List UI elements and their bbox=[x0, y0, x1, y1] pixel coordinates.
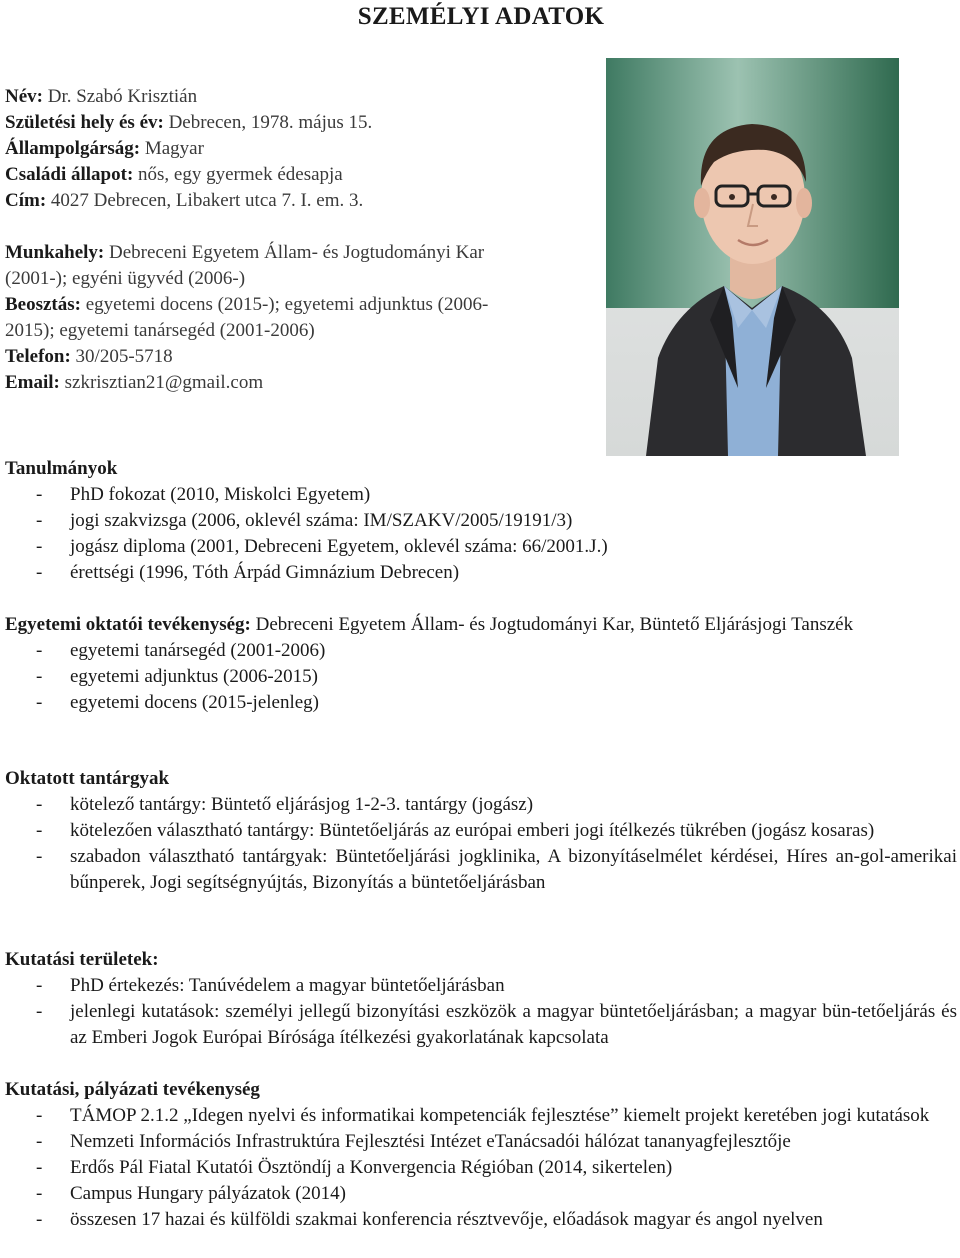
list-item bbox=[5, 560, 957, 586]
list-item-text: jogi szakvizsga (2006, oklevél száma: IM/SZAKV/2005/19191/3) bbox=[70, 510, 573, 531]
workplace-value: Debreceni Egyetem Állam- és Jogtudományi Kar bbox=[109, 242, 485, 263]
list-item-text: jelenlegi kutatások: személyi jellegű bizonyítási eszközök a magyar büntetőeljárásban; a magyar bün-tetőeljárás és az Emberi Jogok Európai Bírósága ítélkezési gyakorlatának kapcsolata bbox=[70, 1001, 957, 1048]
list-item-text: szabadon választható tantárgyak: Büntetőeljárási jogklinika, A bizonyításelmélet kérdései, Híres an-gol-amerikai bűnperek, Jogi segítségnyújtás, Bizonyítás a büntetőeljárásban bbox=[70, 846, 957, 893]
citizenship-value: Magyar bbox=[144, 138, 204, 159]
list-item bbox=[5, 1129, 957, 1155]
workplace-label: Munkahely: bbox=[5, 242, 105, 263]
list-item-text: kötelező tantárgy: Büntető eljárásjog 1-2-3. tantárgy (jogász) bbox=[70, 794, 534, 815]
phone-value: 30/205-5718 bbox=[75, 346, 173, 367]
work-data bbox=[5, 240, 595, 396]
studies-title: Tanulmányok bbox=[5, 458, 118, 479]
list-item bbox=[5, 973, 957, 999]
email-row bbox=[5, 370, 595, 396]
position-label: Beosztás: bbox=[5, 294, 81, 315]
personal-data bbox=[5, 84, 595, 214]
list-item-text: PhD fokozat (2010, Miskolci Egyetem) bbox=[70, 484, 371, 505]
teaching-intro bbox=[5, 612, 957, 638]
birth-label: Születési hely és év: bbox=[5, 112, 164, 133]
list-item bbox=[5, 664, 957, 690]
list-dash: - bbox=[36, 975, 43, 996]
page-title: SZEMÉLYI ADATOK bbox=[357, 3, 605, 30]
phone-label: Telefon: bbox=[5, 346, 71, 367]
name-value: Dr. Szabó Krisztián bbox=[47, 86, 198, 107]
research-areas-list bbox=[5, 973, 957, 1051]
list-item-text: egyetemi tanársegéd (2001-2006) bbox=[70, 640, 326, 661]
address-value: 4027 Debrecen, Libakert utca 7. I. em. 3. bbox=[50, 190, 364, 211]
studies-section bbox=[5, 456, 957, 586]
list-item bbox=[5, 792, 957, 818]
list-item bbox=[5, 690, 957, 716]
list-item bbox=[5, 638, 957, 664]
research-activity-section bbox=[5, 1077, 957, 1233]
address-label: Cím: bbox=[5, 190, 47, 211]
list-dash: - bbox=[36, 1157, 43, 1178]
position-row bbox=[5, 292, 595, 318]
position-value: egyetemi docens (2015-); egyetemi adjunktus (2006- bbox=[85, 294, 489, 315]
list-item-text: egyetemi docens (2015-jelenleg) bbox=[70, 692, 320, 713]
list-dash: - bbox=[36, 510, 43, 531]
birth-row bbox=[5, 110, 595, 136]
list-dash: - bbox=[36, 820, 43, 841]
list-item-text: Erdős Pál Fiatal Kutatói Ösztöndíj a Konvergencia Régióban (2014, sikertelen) bbox=[70, 1157, 673, 1178]
list-item bbox=[5, 999, 957, 1051]
list-item bbox=[5, 508, 957, 534]
position-continued: 2015); egyetemi tanársegéd (2001-2006) bbox=[5, 320, 315, 341]
list-dash: - bbox=[36, 794, 43, 815]
research-activity-title: Kutatási, pályázati tevékenység bbox=[5, 1079, 260, 1100]
list-item-text: kötelezően választható tantárgy: Büntetőeljárás az európai emberi jogi ítélkezés tükrében (jogász kosaras) bbox=[70, 820, 875, 841]
list-dash: - bbox=[36, 846, 43, 867]
marital-value: nős, egy gyermek édesapja bbox=[138, 164, 343, 185]
subjects-list bbox=[5, 792, 957, 896]
name-label: Név: bbox=[5, 86, 43, 107]
list-dash: - bbox=[36, 692, 43, 713]
list-item-text: jogász diploma (2001, Debreceni Egyetem, oklevél száma: 66/2001.J.) bbox=[70, 536, 608, 557]
address-row bbox=[5, 188, 595, 214]
list-item bbox=[5, 1207, 957, 1233]
research-areas-title: Kutatási területek: bbox=[5, 949, 159, 970]
subjects-title: Oktatott tantárgyak bbox=[5, 768, 170, 789]
marital-row bbox=[5, 162, 595, 188]
list-item bbox=[5, 1181, 957, 1207]
marital-label: Családi állapot: bbox=[5, 164, 134, 185]
list-dash: - bbox=[36, 1183, 43, 1204]
teaching-section bbox=[5, 612, 957, 716]
email-value: szkrisztian21@gmail.com bbox=[64, 372, 264, 393]
list-dash: - bbox=[36, 562, 43, 583]
list-dash: - bbox=[36, 640, 43, 661]
workplace-row bbox=[5, 240, 595, 266]
teaching-text: Debreceni Egyetem Állam- és Jogtudományi Kar, Büntető Eljárásjogi Tanszék bbox=[255, 614, 854, 635]
studies-list bbox=[5, 482, 957, 586]
teaching-list bbox=[5, 638, 957, 716]
workplace-continued: (2001-); egyéni ügyvéd (2006-) bbox=[5, 268, 246, 289]
list-item bbox=[5, 534, 957, 560]
list-item-text: Nemzeti Információs Infrastruktúra Fejlesztési Intézet eTanácsadói hálózat tananyagfejlesztője bbox=[70, 1131, 791, 1152]
list-item bbox=[5, 1103, 957, 1129]
list-item-text: Campus Hungary pályázatok (2014) bbox=[70, 1183, 346, 1204]
list-item-text: egyetemi adjunktus (2006-2015) bbox=[70, 666, 319, 687]
portrait-illustration bbox=[606, 58, 899, 456]
subjects-section bbox=[5, 766, 957, 896]
list-dash: - bbox=[36, 1001, 43, 1022]
list-dash: - bbox=[36, 1105, 43, 1126]
list-item-text: TÁMOP 2.1.2 „Idegen nyelvi és informatikai kompetenciák fejlesztése” kiemelt projekt keretében jogi kutatások bbox=[70, 1105, 930, 1126]
list-item bbox=[5, 1155, 957, 1181]
list-item bbox=[5, 482, 957, 508]
list-item-text: összesen 17 hazai és külföldi szakmai konferencia résztvevője, előadások magyar és angol nyelven bbox=[70, 1209, 823, 1230]
email-label: Email: bbox=[5, 372, 60, 393]
list-dash: - bbox=[36, 1131, 43, 1152]
research-areas-section bbox=[5, 947, 957, 1051]
portrait-photo bbox=[606, 58, 899, 456]
list-dash: - bbox=[36, 666, 43, 687]
name-row bbox=[5, 84, 595, 110]
list-dash: - bbox=[36, 1209, 43, 1230]
teaching-label: Egyetemi oktatói tevékenység: bbox=[5, 614, 251, 635]
list-item-text: érettségi (1996, Tóth Árpád Gimnázium Debrecen) bbox=[70, 562, 460, 583]
list-dash: - bbox=[36, 484, 43, 505]
birth-value: Debrecen, 1978. május 15. bbox=[168, 112, 373, 133]
citizenship-label: Állampolgárság: bbox=[5, 138, 141, 159]
list-item bbox=[5, 844, 957, 896]
list-item bbox=[5, 818, 957, 844]
research-activity-list bbox=[5, 1103, 957, 1233]
citizenship-row bbox=[5, 136, 595, 162]
list-dash: - bbox=[36, 536, 43, 557]
phone-row bbox=[5, 344, 595, 370]
list-item-text: PhD értekezés: Tanúvédelem a magyar büntetőeljárásban bbox=[70, 975, 505, 996]
